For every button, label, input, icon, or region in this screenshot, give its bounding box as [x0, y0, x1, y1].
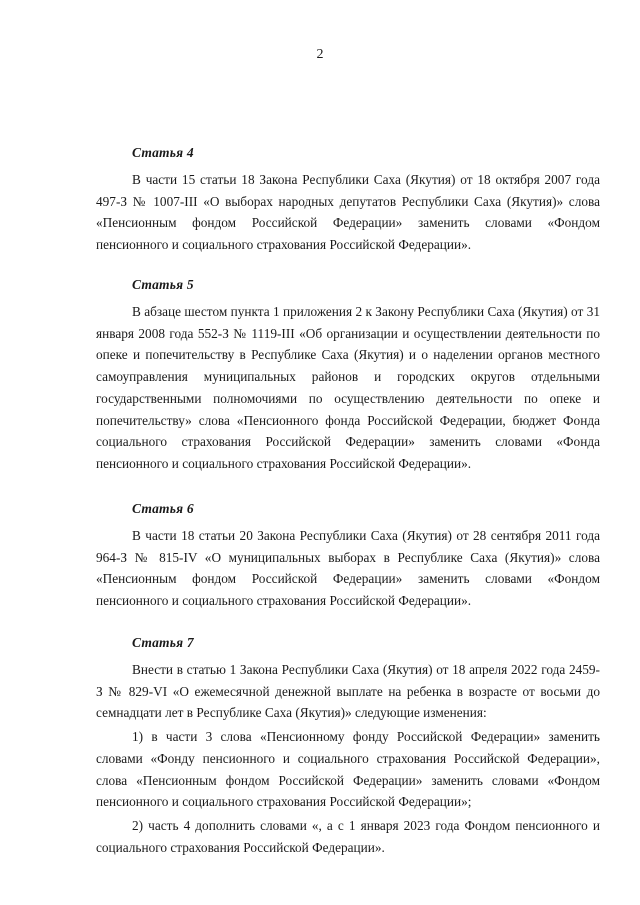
article-title: Статья 6 — [132, 501, 194, 516]
article-paragraph: В абзаце шестом пункта 1 приложения 2 к Закону Республики Саха (Якутия) от 31 января 2008 года 552-З № 1119-III «Об организации и осуществлении деятельности по опеке и попечительству в Республике Саха (Якутия) и о наделении органов местного самоуправления муниципальных районов и городских округов отдельными государственными полномочиями по осуществлению деятельности по опеке и попечительству» слова «Пенсионного фонда Российской Федерации, бюджет Фонда социального страхования Российской Федерации» заменить словами «Фонда пенсионного и социального страхования Российской Федерации». — [96, 304, 600, 471]
article-4 — [96, 145, 600, 256]
article-paragraph: Внести в статью 1 Закона Республики Саха (Якутия) от 18 апреля 2022 года 2459-З № 829-VI «О ежемесячной денежной выплате на ребенка в возрасте от восьми до семнадцати лет в Республике Саха (Якутия)» следующие изменения: — [96, 662, 600, 721]
article-paragraph: В части 15 статьи 18 Закона Республики Саха (Якутия) от 18 октября 2007 года 497-З № 1007-III «О выборах народных депутатов Республики Саха (Якутия)» слова «Пенсионным фондом Российской Федерации» заменить словами «Фондом пенсионного и социального страхования Российской Федерации». — [96, 172, 600, 253]
article-5 — [96, 277, 600, 475]
article-6 — [96, 501, 600, 612]
page-number: 2 — [316, 47, 324, 62]
amendment-item-1: 1) в части 3 слова «Пенсионному фонду Российской Федерации» заменить словами «Фонду пенсионного и социального страхования Российской Федерации», слова «Пенсионным фондом Российской Федерации» заменить словами «Фондом пенсионного и социального страхования Российской Федерации»; — [96, 729, 600, 810]
article-paragraph: В части 18 статьи 20 Закона Республики Саха (Якутия) от 28 сентября 2011 года 964-З № 815-IV «О муниципальных выборах в Республике Саха (Якутия)» слова «Пенсионным фондом Российской Федерации» заменить словами «Фондом пенсионного и социального страхования Российской Федерации». — [96, 528, 600, 609]
article-title: Статья 7 — [132, 635, 194, 650]
article-7 — [96, 635, 600, 858]
article-title: Статья 4 — [132, 145, 194, 160]
amendment-item-2: 2) часть 4 дополнить словами «, а с 1 января 2023 года Фондом пенсионного и социального страхования Российской Федерации». — [96, 817, 600, 855]
article-title: Статья 5 — [132, 277, 194, 292]
